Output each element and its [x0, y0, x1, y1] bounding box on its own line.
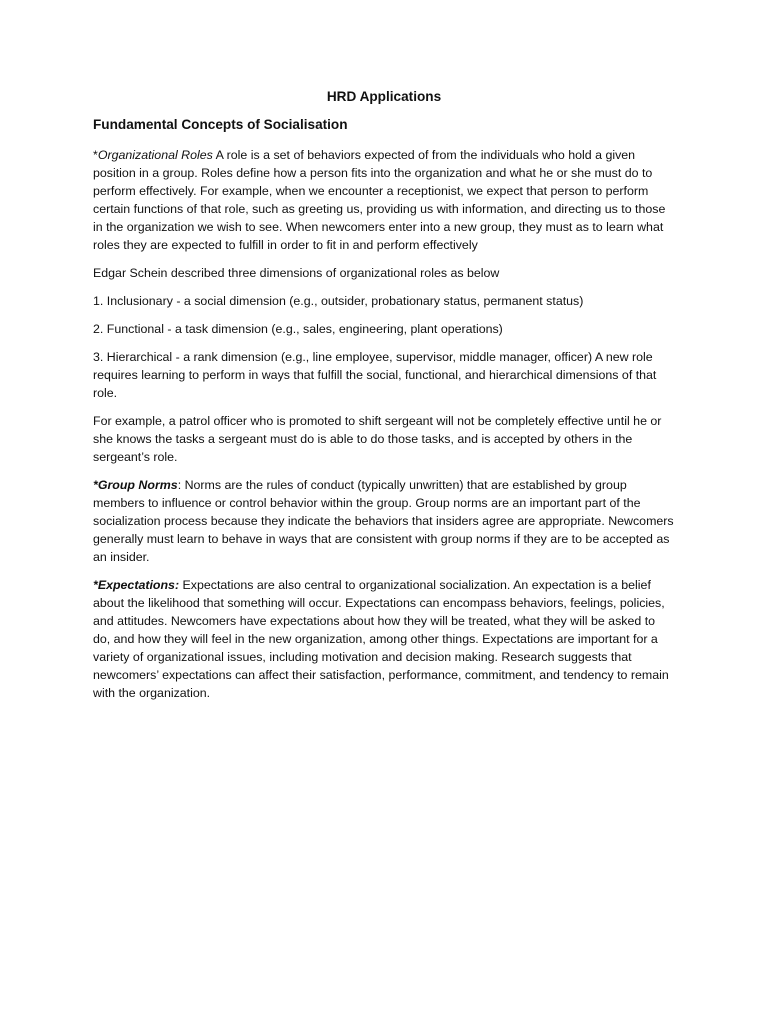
paragraph-organizational-roles — [93, 146, 675, 254]
paragraph-dimension-inclusionary: 1. Inclusionary - a social dimension (e.g., outsider, probationary status, permanent status) — [93, 294, 584, 308]
roles-text: A role is a set of behaviors expected of from the individuals who hold a given position in a group. Roles define how a person fits into the organization and what he or she must do to perform effectively. For example, when we encounter a receptionist, we expect that person to perform certain functions of that role, such as greeting us, providing us with information, and directing us to those in the organization we wish to see. When newcomers enter into a new group, they must as to learn what roles they are expected to fulfill in order to fit in and perform effectively — [93, 148, 666, 252]
paragraph-group-norms — [93, 476, 675, 566]
roles-prefix: * — [93, 148, 98, 162]
roles-term: Organizational Roles — [97, 148, 213, 162]
paragraph-expectations — [93, 576, 675, 702]
expectations-text: Expectations are also central to organizational socialization. An expectation is a belief about the likelihood that something will occur. Expectations can encompass behaviors, feelings, policies, and attitudes. Newcomers have expectations about how they will be treated, what they will be asked to do, and how they will feel in the new organization, among other things. Expectations are important for a variety of organizational issues, including motivation and decision making. Research suggests that newcomers’ expectations can affect their satisfaction, performance, commitment, and tendency to remain with the organization. — [93, 578, 669, 700]
paragraph-schein-intro: Edgar Schein described three dimensions of organizational roles as below — [93, 266, 500, 280]
paragraph-patrol-example: For example, a patrol officer who is promoted to shift sergeant will not be completely effective until he or she knows the tasks a sergeant must do is able to do those tasks, and is accepted by others in the sergeant’s role. — [93, 414, 662, 464]
norms-term: *Group Norms — [93, 478, 178, 492]
document-title: HRD Applications — [326, 89, 442, 104]
paragraph-dimension-functional: 2. Functional - a task dimension (e.g., sales, engineering, plant operations) — [93, 322, 503, 336]
norms-text: : Norms are the rules of conduct (typically unwritten) that are established by group members to influence or control behavior within the group. Group norms are an important part of the socialization process because they indicate the behaviors that insiders agree are appropriate. Newcomers generally must learn to behave in ways that are consistent with group norms if they are to be accepted as an insider. — [93, 478, 674, 564]
section-heading: Fundamental Concepts of Socialisation — [93, 117, 348, 132]
paragraph-dimension-hierarchical: 3. Hierarchical - a rank dimension (e.g., line employee, supervisor, middle manager, officer) A new role requires learning to perform in ways that fulfill the social, functional, and hierarchical dimensions of that role. — [93, 350, 657, 400]
expectations-term: *Expectations: — [93, 578, 180, 592]
document-page — [93, 88, 675, 712]
